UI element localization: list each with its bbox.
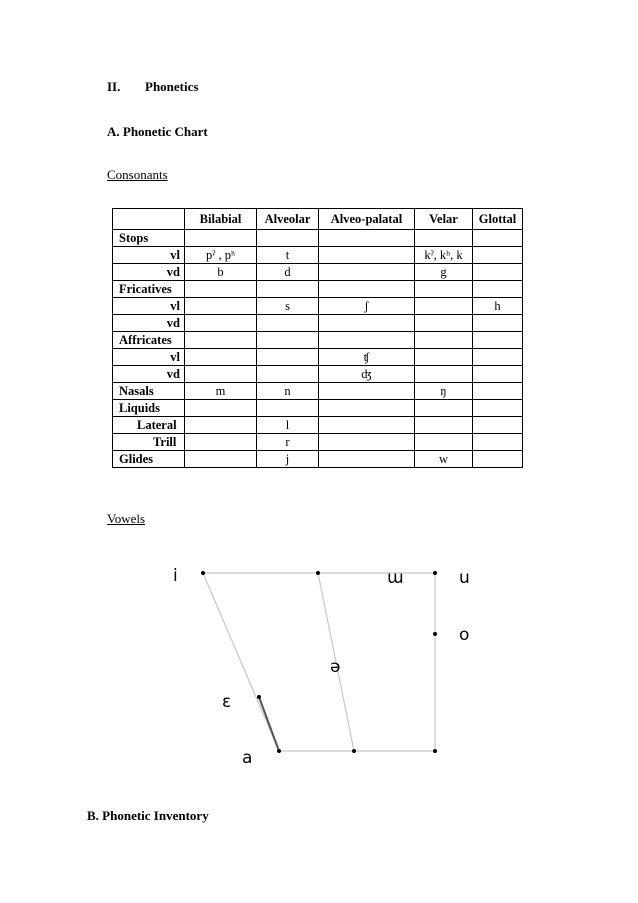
inventory-heading: B. Phonetic Inventory <box>87 808 209 823</box>
column-header: Bilabial <box>185 209 257 230</box>
row-label: vl <box>113 247 185 264</box>
table-cell: r <box>257 434 319 451</box>
vowel-i: i <box>173 566 178 586</box>
column-header: Glottal <box>473 209 523 230</box>
table-cell: ʧ <box>319 349 415 366</box>
row-label: vl <box>113 298 185 315</box>
section-number: II. <box>107 79 121 94</box>
table-cell: n <box>257 383 319 400</box>
row-label: Fricatives <box>113 281 185 298</box>
table-cell: ŋ <box>415 383 473 400</box>
column-header: Alveo-palatal <box>319 209 415 230</box>
vowel-point <box>277 749 281 753</box>
column-header: Alveolar <box>257 209 319 230</box>
table-cell: m <box>185 383 257 400</box>
table-cell: j <box>257 451 319 468</box>
column-header: Velar <box>415 209 473 230</box>
row-label: vl <box>113 349 185 366</box>
chart-heading: A. Phonetic Chart <box>107 124 208 139</box>
row-label: vd <box>113 264 185 281</box>
vowel-line-front <box>203 573 279 751</box>
vowel-high-back-unrounded: ɯ <box>387 568 404 588</box>
row-label: Trill <box>113 434 185 451</box>
consonants-label: Consonants <box>107 167 168 182</box>
table-cell: h <box>473 298 523 315</box>
table-cell: pˀ , pʰ <box>185 247 257 264</box>
vowel-point <box>201 571 205 575</box>
vowel-point <box>433 632 437 636</box>
row-label: Glides <box>113 451 185 468</box>
table-cell: s <box>257 298 319 315</box>
row-label: vd <box>113 366 185 383</box>
table-cell: w <box>415 451 473 468</box>
vowel-o: o <box>459 625 470 645</box>
table-cell: kˀ, kʰ, k <box>415 247 473 264</box>
vowel-point <box>352 749 356 753</box>
vowel-point <box>433 749 437 753</box>
vowel-line-front-lower <box>259 697 279 751</box>
vowel-u: u <box>459 568 470 588</box>
row-label: Liquids <box>113 400 185 417</box>
vowel-schwa: ə <box>330 657 341 677</box>
vowels-label: Vowels <box>107 511 146 526</box>
vowel-epsilon: ɛ <box>222 692 232 712</box>
vowel-point <box>433 571 437 575</box>
table-cell: b <box>185 264 257 281</box>
row-label: Lateral <box>113 417 185 434</box>
table-cell: ʤ <box>319 366 415 383</box>
table-cell: ʃ <box>319 298 415 315</box>
row-label: Stops <box>113 230 185 247</box>
section-title: Phonetics <box>145 79 199 94</box>
vowel-point <box>257 695 261 699</box>
row-label: vd <box>113 315 185 332</box>
row-label: Affricates <box>113 332 185 349</box>
table-cell: l <box>257 417 319 434</box>
table-cell: t <box>257 247 319 264</box>
table-cell: g <box>415 264 473 281</box>
row-label: Nasals <box>113 383 185 400</box>
table-cell: d <box>257 264 319 281</box>
vowel-point <box>316 571 320 575</box>
vowel-a: a <box>242 748 253 768</box>
